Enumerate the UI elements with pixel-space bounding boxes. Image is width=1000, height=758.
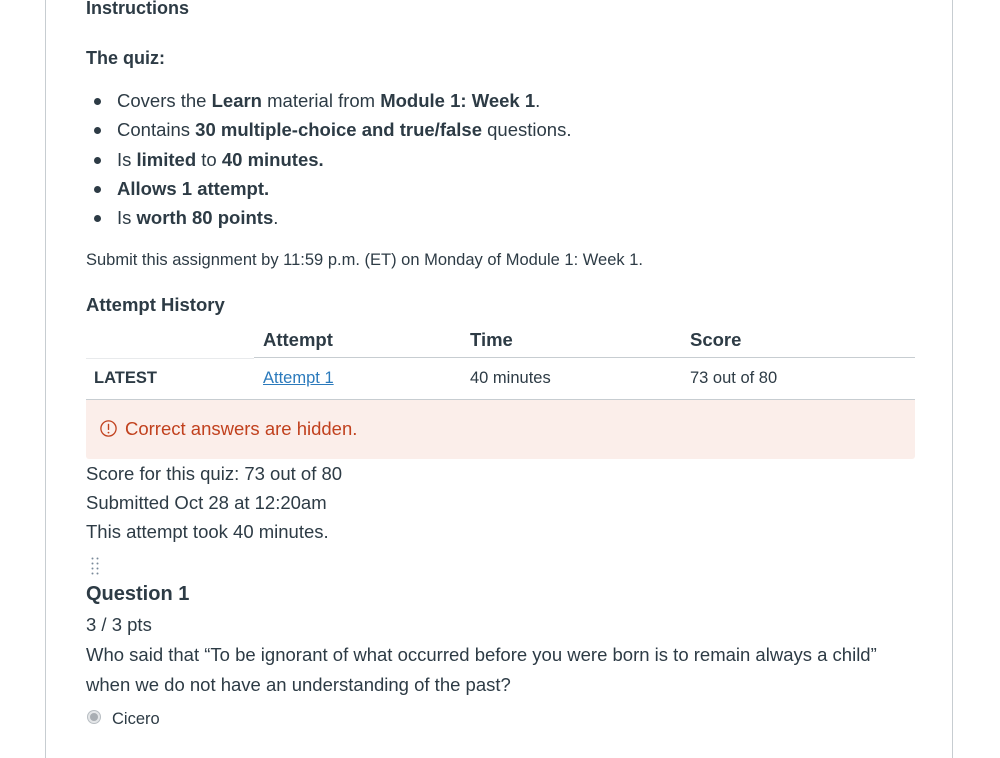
question-title: Question 1: [86, 583, 190, 605]
quiz-label: The quiz:: [86, 48, 165, 68]
list-item: Is limited to 40 minutes.: [86, 147, 571, 176]
attempt-1-link[interactable]: Attempt 1: [263, 369, 334, 387]
attempt-time: 40 minutes: [470, 369, 551, 387]
question-points: 3 / 3 pts: [86, 614, 152, 635]
attempt-history-heading: Attempt History: [86, 294, 225, 315]
drag-handle-icon[interactable]: [91, 557, 99, 575]
instructions-heading: Instructions: [86, 0, 190, 18]
bullet-icon: [94, 98, 101, 105]
list-item: Covers the Learn material from Module 1: Week 1.: [86, 88, 571, 117]
attempt-score: 73 out of 80: [690, 369, 778, 387]
question-text: Who said that “To be ignorant of what occurred before you were born is to remain always a child” when we do not have an understanding of the past?: [86, 644, 877, 695]
quiz-details-list: [86, 88, 571, 234]
answer-label: Cicero: [112, 710, 160, 728]
alert-message: Correct answers are hidden.: [125, 418, 358, 439]
answer-radio[interactable]: [87, 710, 101, 724]
column-header-time: Time: [470, 329, 513, 350]
list-item: Allows 1 attempt.: [86, 176, 571, 205]
attempt-duration: This attempt took 40 minutes.: [86, 521, 329, 542]
table-row-divider: [86, 358, 254, 359]
bullet-icon: [94, 127, 101, 134]
submission-deadline: Submit this assignment by 11:59 p.m. (ET) on Monday of Module 1: Week 1.: [86, 251, 643, 269]
bullet-icon: [94, 186, 101, 193]
exclamation-circle-icon: [100, 420, 117, 437]
list-item: Is worth 80 points.: [86, 205, 571, 234]
column-header-attempt: Attempt: [263, 329, 333, 350]
column-header-score: Score: [690, 329, 742, 350]
list-item: Contains 30 multiple-choice and true/false questions.: [86, 117, 571, 146]
quiz-score: Score for this quiz: 73 out of 80: [86, 463, 343, 484]
submitted-time: Submitted Oct 28 at 12:20am: [86, 492, 327, 513]
bullet-icon: [94, 157, 101, 164]
table-header-divider: [254, 357, 915, 358]
bullet-icon: [94, 215, 101, 222]
latest-label: LATEST: [94, 369, 157, 387]
